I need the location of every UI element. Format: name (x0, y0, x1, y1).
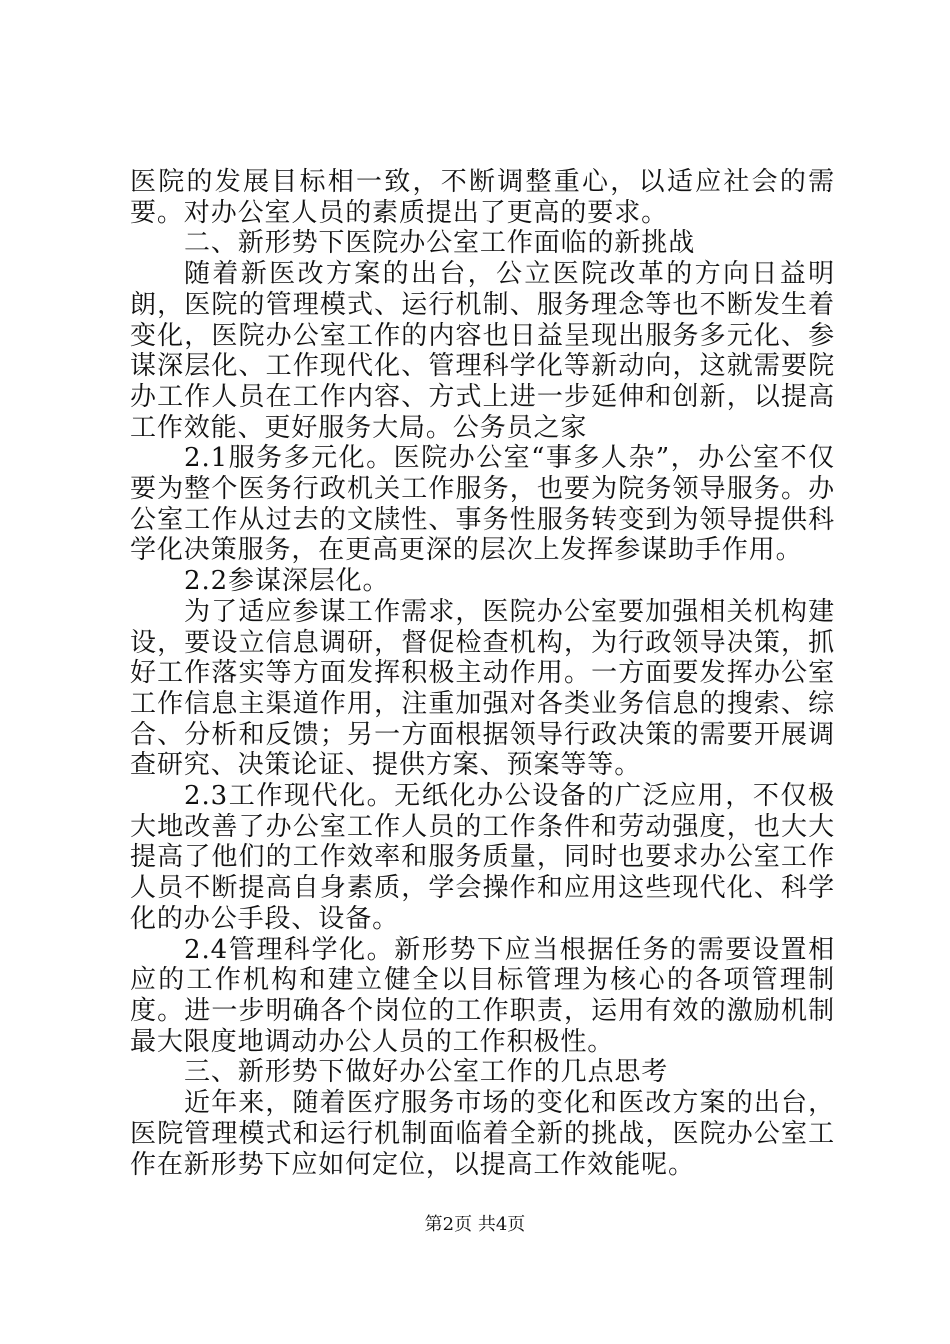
section-heading-2: 二、新形势下医院办公室工作面临的新挑战 (184, 228, 696, 259)
paragraph: 为了适应参谋工作需求，医院办公室要加强相关机构建设，要设立信息调研，督促检查机构，为行政领导决策，抓好工作落实等方面发挥积极主动作用。一方面要发挥办公室工作信息主渠道作用，注重加强对各类业务信息的搜索、综合、分析和反馈；另一方面根据领导行政决策的需要开展调查研究、决策论证、提供方案、预案等等。 (130, 596, 835, 781)
subsection-2-2-heading: 2.2参谋深层化。 (184, 566, 390, 597)
paragraph: 近年来，随着医疗服务市场的变化和医改方案的出台，医院管理模式和运行机制面临着全新的挑战，医院办公室工作在新形势下应如何定位，以提高工作效能呢。 (130, 1088, 835, 1180)
subsection-2-1: 2.1服务多元化。医院办公室“事多人杂”，办公室不仅要为整个医务行政机关工作服务，也要为院务领导服务。办公室工作从过去的文牍性、事务性服务转变到为领导提供科学化决策服务，在更高更深的层次上发挥参谋助手作用。 (130, 443, 835, 566)
subsection-2-4: 2.4管理科学化。新形势下应当根据任务的需要设置相应的工作机构和建立健全以目标管理为核心的各项管理制度。进一步明确各个岗位的工作职责，运用有效的激励机制最大限度地调动办公人员的工作积极性。 (130, 934, 835, 1057)
paragraph-continuation: 医院的发展目标相一致，不断调整重心，以适应社会的需要。对办公室人员的素质提出了更高的要求。 (130, 167, 835, 228)
subsection-2-3: 2.3工作现代化。无纸化办公设备的广泛应用，不仅极大地改善了办公室工作人员的工作条件和劳动强度，也大大提高了他们的工作效率和服务质量，同时也要求办公室工作人员不断提高自身素质，学会操作和应用这些现代化、科学化的办公手段、设备。 (130, 781, 835, 934)
document-body (130, 167, 835, 1180)
section-heading-3: 三、新形势下做好办公室工作的几点思考 (184, 1057, 669, 1088)
paragraph: 随着新医改方案的出台，公立医院改革的方向日益明朗，医院的管理模式、运行机制、服务理念等也不断发生着变化，医院办公室工作的内容也日益呈现出服务多元化、参谋深层化、工作现代化、管理科学化等新动向，这就需要院办工作人员在工作内容、方式上进一步延伸和创新，以提高工作效能、更好服务大局。公务员之家 (130, 259, 835, 443)
page-number-footer: 第2页 共4页 (424, 1214, 526, 1235)
